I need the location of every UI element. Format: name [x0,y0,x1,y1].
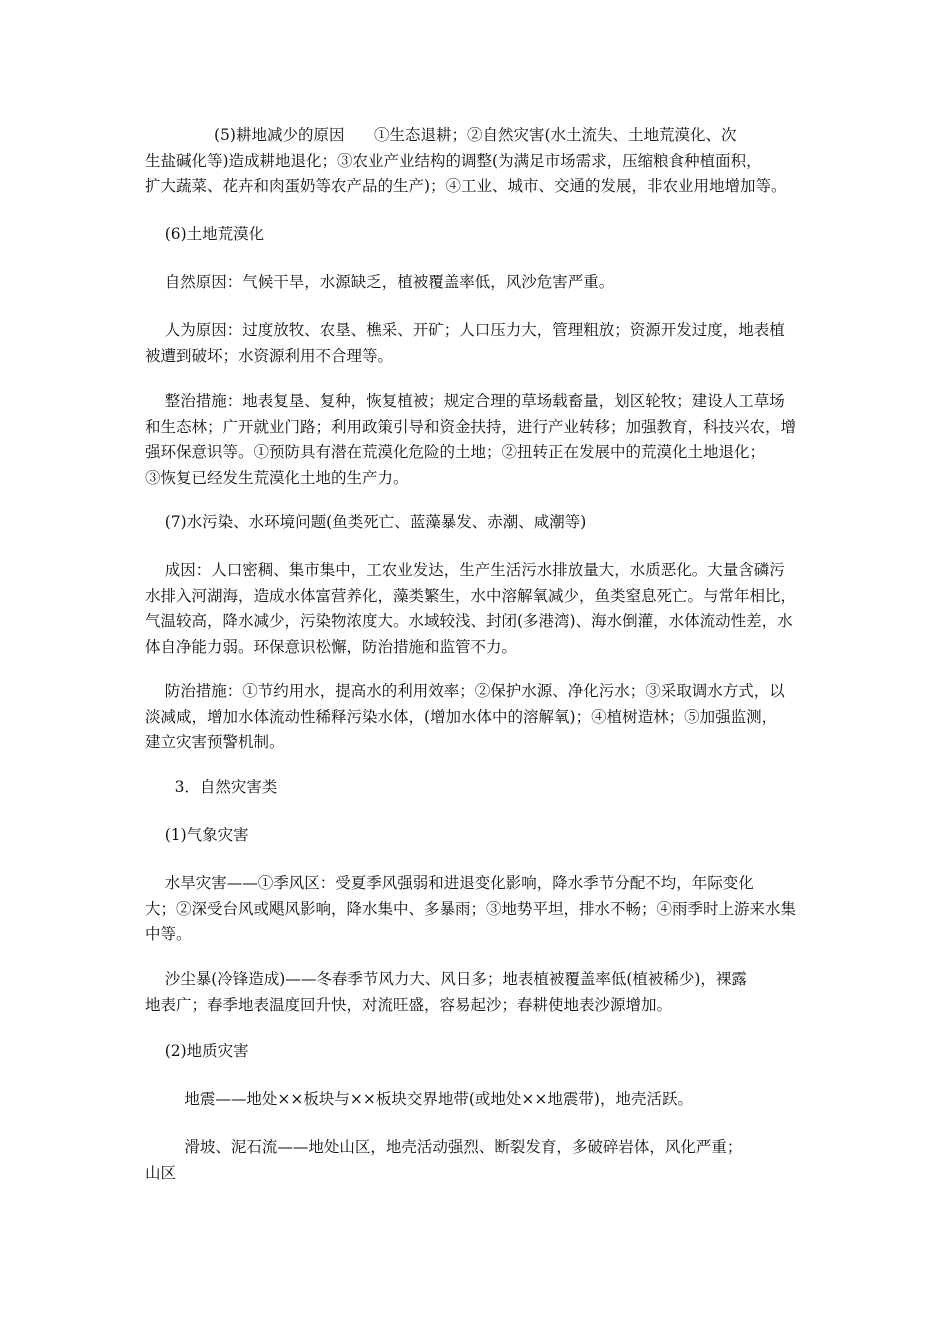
paragraph-human-causes: 人为原因：过度放牧、农垦、樵采、开矿；人口压力大，管理粗放；资源开发过度，地表植 被遭到破坏；水资源利用不合理等。 [145,321,785,365]
paragraph-pollution-causes: 成因：人口密稠、集市集中，工农业发达，生产生活污水排放量大，水质恶化。大量含磷污 水排入河湖海，造成水体富营养化，藻类繁生，水中溶解氧减少，鱼类窒息死亡。与常年相比， 气温较高，降水减少，污染物浓度大。水域较浅、封闭(多港湾)、海水倒灌，水体流动性差，水 体自净能力弱。环保意识松懈，防治措施和监管不力。 [145,561,797,656]
heading-meteorological-disasters: (1)气象灾害 [145,826,249,844]
heading-natural-disasters: 3．自然灾害类 [145,778,278,796]
paragraph-flood-drought: 水旱灾害——①季风区：受夏季风强弱和进退变化影响，降水季节分配不均，年际变化 大；②深受台风或飓风影响，降水集中、多暴雨；③地势平坦，排水不畅；④雨季时上游来水集 中等。 [145,874,797,943]
heading-desertification: (6)土地荒漠化 [145,225,265,243]
paragraph-farmland-decrease: (5)耕地减少的原因 ①生态退耕；②自然灾害(水土流失、土地荒漠化、次 生盐碱化等)造成耕地退化；③农业产业结构的调整(为满足市场需求，压缩粮食种植面积， 扩大蔬菜、花卉和肉蛋奶等农产品的生产)；④工业、城市、交通的发展，非农业用地增加等。 [145,126,787,195]
paragraph-pollution-prevention: 防治措施：①节约用水，提高水的利用效率；②保护水源、净化污水；③采取调水方式，以 淡减咸，增加水体流动性稀释污染水体，(增加水体中的溶解氧)；④植树造林；⑤加强监测， 建立灾害预警机制。 [145,682,785,751]
paragraph-earthquake: 地震——地处××板块与××板块交界地带(或地处××地震带)，地壳活跃。 [145,1090,693,1108]
heading-geological-disasters: (2)地质灾害 [145,1042,249,1060]
heading-water-pollution: (7)水污染、水环境问题(鱼类死亡、蓝藻暴发、赤潮、咸潮等) [145,513,587,531]
paragraph-control-measures: 整治措施：地表复垦、复种，恢复植被；规定合理的草场载畜量，划区轮牧；建设人工草场 和生态林；广开就业门路；利用政策引导和资金扶持，进行产业转移；加强教育，科技兴农，增 强环保意识等。①预防具有潜在荒漠化危险的土地；②扭转正在发展中的荒漠化土地退化； ③恢复已经发生荒漠化土地的生产力。 [145,392,797,487]
paragraph-landslide: 滑坡、泥石流——地处山区，地壳活动强烈、断裂发育，多破碎岩体，风化严重； 山区 [145,1138,743,1182]
paragraph-natural-causes: 自然原因：气候干旱，水源缺乏，植被覆盖率低，风沙危害严重。 [145,273,615,291]
paragraph-sandstorm: 沙尘暴(冷锋造成)——冬春季节风力大、风日多；地表植被覆盖率低(植被稀少)，裸露 地表广；春季地表温度回升快，对流旺盛，容易起沙；春耕使地表沙源增加。 [145,970,747,1014]
